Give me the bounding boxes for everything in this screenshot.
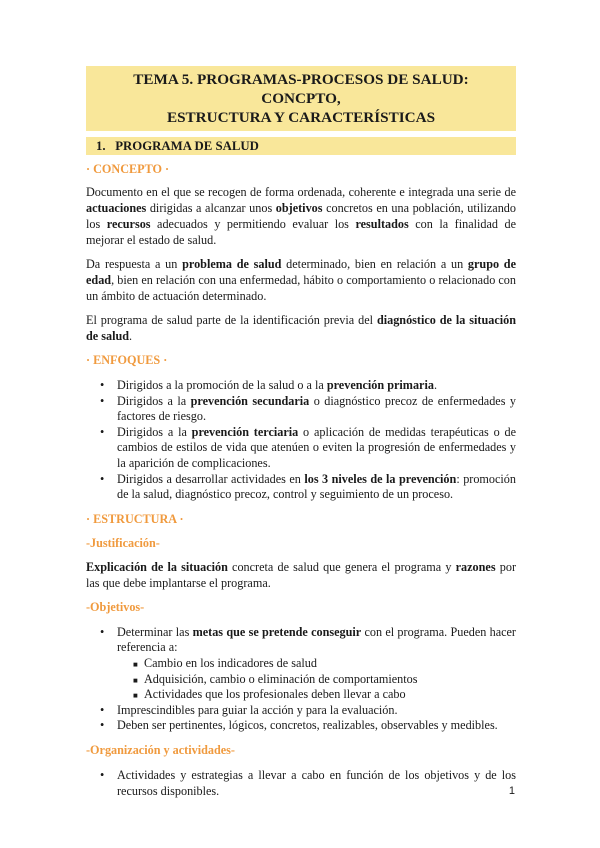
- list-item: ■ Adquisición, cambio o eliminación de comportamientos: [86, 672, 516, 688]
- document-title: [86, 66, 516, 131]
- list-item: • Dirigidos a desarrollar actividades en los 3 niveles de la prevención: promoción de la salud, diagnóstico precoz, control y seguimiento de un proceso.: [100, 471, 516, 502]
- bullet-icon: •: [100, 702, 105, 717]
- bullet-icon: •: [100, 767, 105, 782]
- justificacion-heading: -Justificación-: [86, 535, 160, 550]
- bullet-icon: •: [100, 424, 105, 439]
- objetivos-heading: -Objetivos-: [86, 599, 145, 614]
- concepto-heading: · CONCEPTO ·: [86, 162, 170, 176]
- list-item: • Imprescindibles para guiar la acción y para la evaluación.: [100, 702, 398, 717]
- title-line-2: ESTRUCTURA Y CARACTERÍSTICAS: [166, 109, 436, 126]
- estructura-heading: · ESTRUCTURA ·: [86, 511, 184, 526]
- objetivos-sub-list: [86, 656, 516, 703]
- concepto-paragraph-3: El programa de salud parte de la identificación previa del diagnóstico de la situación de salud.: [86, 313, 516, 343]
- concepto-paragraph-2: Da respuesta a un problema de salud determinado, bien en relación a un grupo de edad, bien en relación con una enfermedad, hábito o comportamiento o relacionado con un ámbito de actuación determinado.: [86, 257, 516, 303]
- objetivos-list-continued: [86, 703, 516, 734]
- list-item: • Deben ser pertinentes, lógicos, concretos, realizables, observables y medibles.: [100, 718, 498, 733]
- list-item: ■ Cambio en los indicadores de salud: [86, 656, 516, 672]
- list-item: ■ Actividades que los profesionales deben llevar a cabo: [86, 687, 516, 703]
- organizacion-list: [86, 768, 516, 799]
- document-page: [86, 66, 516, 799]
- justificacion-paragraph: Explicación de la situación concreta de salud que genera el programa y razones por las que debe implantarse el programa.: [86, 559, 517, 590]
- list-item: • Determinar las metas que se pretende conseguir con el programa. Pueden hacer referencia a:: [100, 624, 516, 655]
- page-number: 1: [508, 785, 515, 797]
- bullet-icon: •: [100, 378, 105, 392]
- organizacion-heading: -Organización y actividades-: [86, 742, 235, 757]
- list-item: • Actividades y estrategias a llevar a cabo en función de los objetivos y de los recursos disponibles.: [100, 767, 516, 798]
- bullet-icon: •: [100, 393, 105, 408]
- objetivos-list: [86, 625, 516, 656]
- bullet-icon: •: [100, 471, 105, 486]
- list-item: • Dirigidos a la prevención terciaria o aplicación de medidas terapéuticas o de cambios de estilos de vida que atenúen o eviten la progresión de enfermedades y la aparición de complicaciones.: [100, 424, 516, 470]
- concepto-paragraph-1: Documento en el que se recogen de forma ordenada, coherente e integrada una serie de actuaciones dirigidas a alcanzar unos objetivos concretos en una población, utilizando los recursos adecuados y permitiendo evaluar los resultados con la finalidad de mejorar el estado de salud.: [86, 185, 517, 247]
- bullet-icon: •: [100, 624, 105, 639]
- section-label: PROGRAMA DE SALUD: [115, 139, 259, 153]
- square-bullet-icon: ■: [133, 691, 138, 701]
- list-item: • Dirigidos a la promoción de la salud o a la prevención primaria.: [100, 378, 437, 392]
- bullet-icon: •: [100, 718, 105, 733]
- section-number: 1.: [96, 139, 106, 153]
- enfoques-heading: · ENFOQUES ·: [86, 353, 168, 367]
- list-item: • Dirigidos a la prevención secundaria o diagnóstico precoz de enfermedades y factores de riesgo.: [100, 393, 516, 424]
- title-line-1: TEMA 5. PROGRAMAS-PROCESOS DE SALUD: CONCPTO,: [133, 71, 469, 107]
- square-bullet-icon: ■: [133, 659, 138, 669]
- section-heading: [86, 137, 516, 155]
- square-bullet-icon: ■: [133, 675, 138, 685]
- enfoques-list: [86, 378, 516, 503]
